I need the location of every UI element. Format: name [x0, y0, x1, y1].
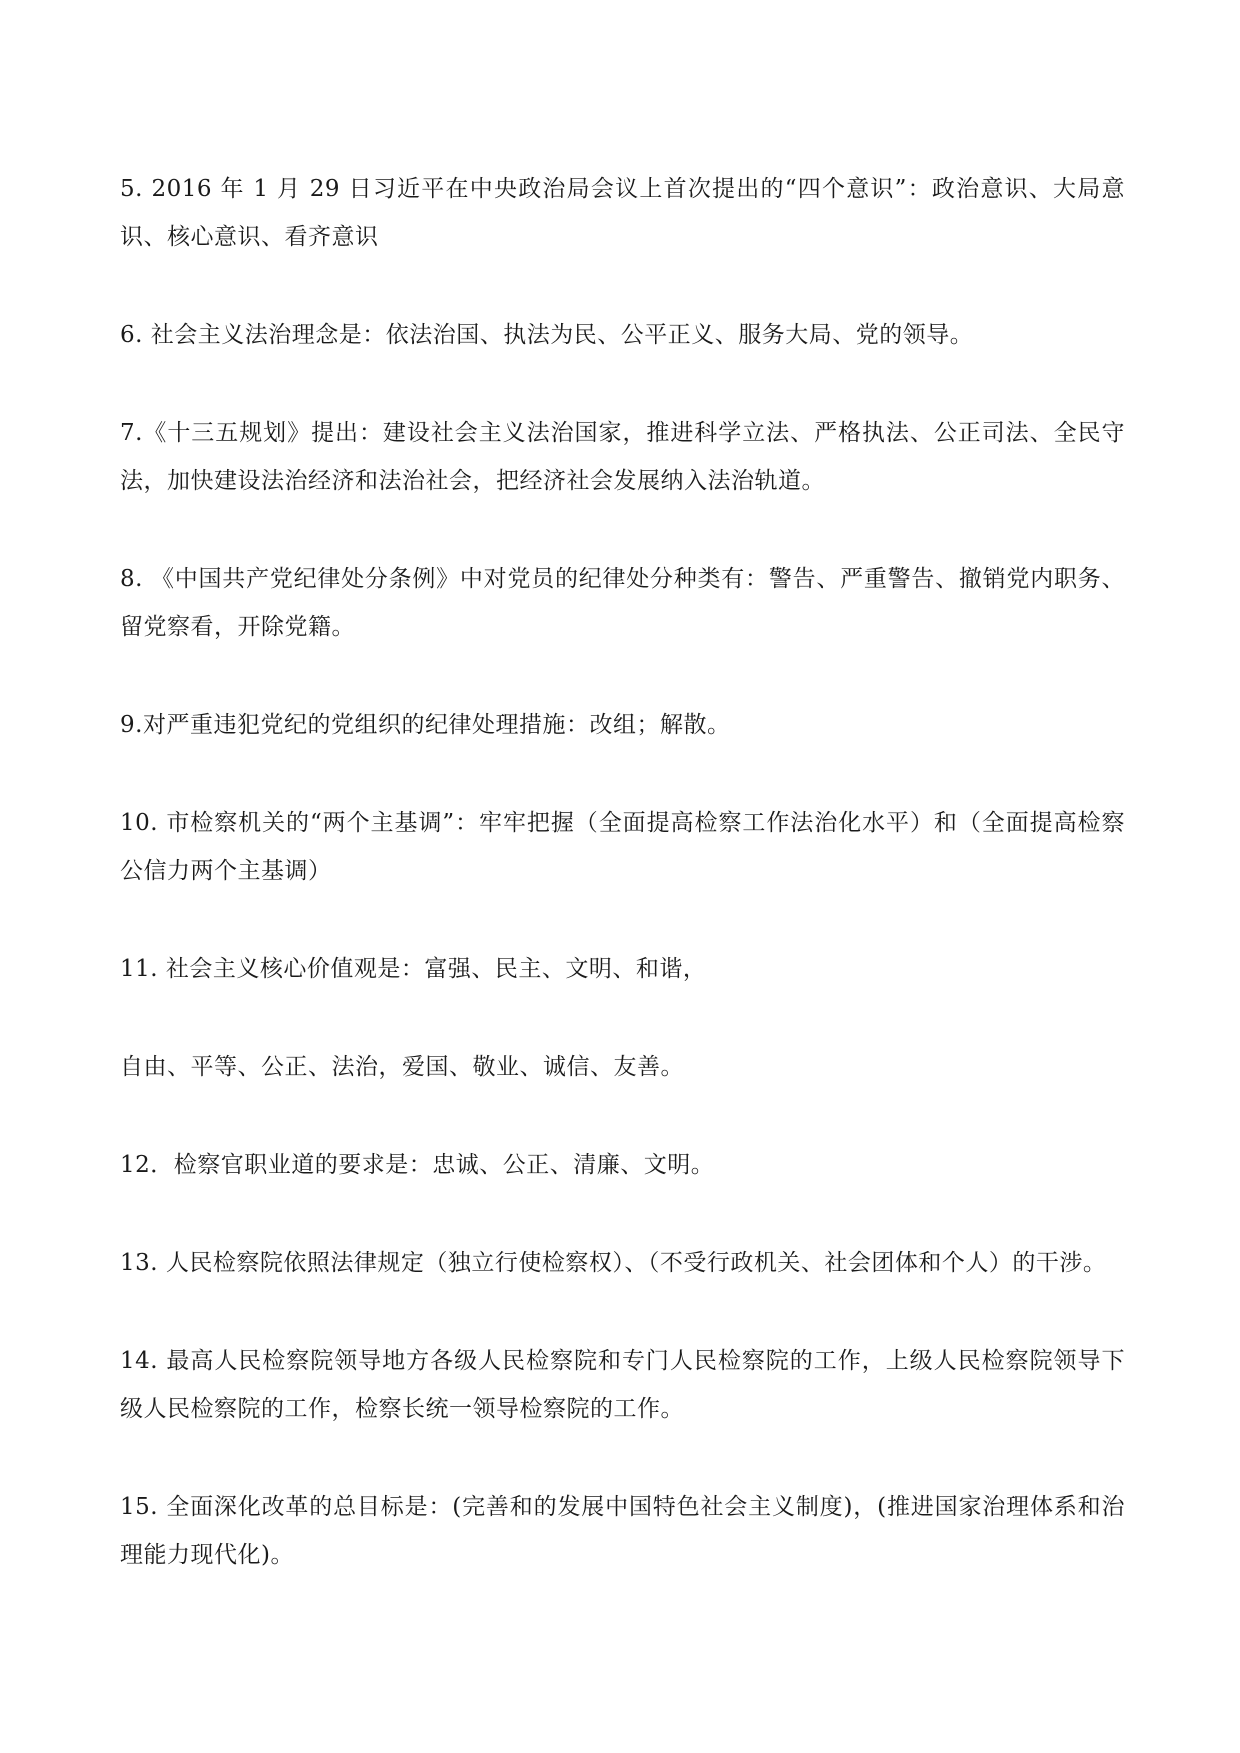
item-5: 5. 2016 年 1 月 29 日习近平在中央政治局会议上首次提出的“四个意识”：政治意识、大局意识、核心意识、看齐意识: [120, 176, 1125, 250]
item-10: 10. 市检察机关的“两个主基调”：牢牢把握（全面提高检察工作法治化水平）和（全面提高检察公信力两个主基调）: [120, 810, 1125, 884]
item-9: 9.对严重违犯党纪的党组织的纪律处理措施：改组；解散。: [120, 712, 731, 738]
item-11-part2: 自由、平等、公正、法治，爱国、敬业、诚信、友善。: [120, 1054, 684, 1080]
item-7: 7.《十三五规划》提出：建设社会主义法治国家，推进科学立法、严格执法、公正司法、全民守法，加快建设法治经济和法治社会，把经济社会发展纳入法治轨道。: [120, 420, 1125, 494]
item-6: 6. 社会主义法治理念是：依法治国、执法为民、公平正义、服务大局、党的领导。: [120, 322, 974, 348]
item-12: 12．检察官职业道的要求是：忠诚、公正、清廉、文明。: [120, 1152, 715, 1178]
item-13: 13. 人民检察院依照法律规定（独立行使检察权）、（不受行政机关、社会团体和个人）的干涉。: [120, 1250, 1107, 1276]
item-11-part1: 11. 社会主义核心价值观是：富强、民主、文明、和谐，: [120, 956, 707, 982]
document-page: [120, 165, 1125, 1629]
item-8: 8. 《中国共产党纪律处分条例》中对党员的纪律处分种类有：警告、严重警告、撤销党内职务、留党察看，开除党籍。: [120, 566, 1125, 640]
item-15: 15. 全面深化改革的总目标是：(完善和的发展中国特色社会主义制度)，(推进国家治理体系和治理能力现代化)。: [120, 1494, 1125, 1568]
item-14: 14. 最高人民检察院领导地方各级人民检察院和专门人民检察院的工作，上级人民检察院领导下级人民检察院的工作，检察长统一领导检察院的工作。: [120, 1348, 1125, 1422]
